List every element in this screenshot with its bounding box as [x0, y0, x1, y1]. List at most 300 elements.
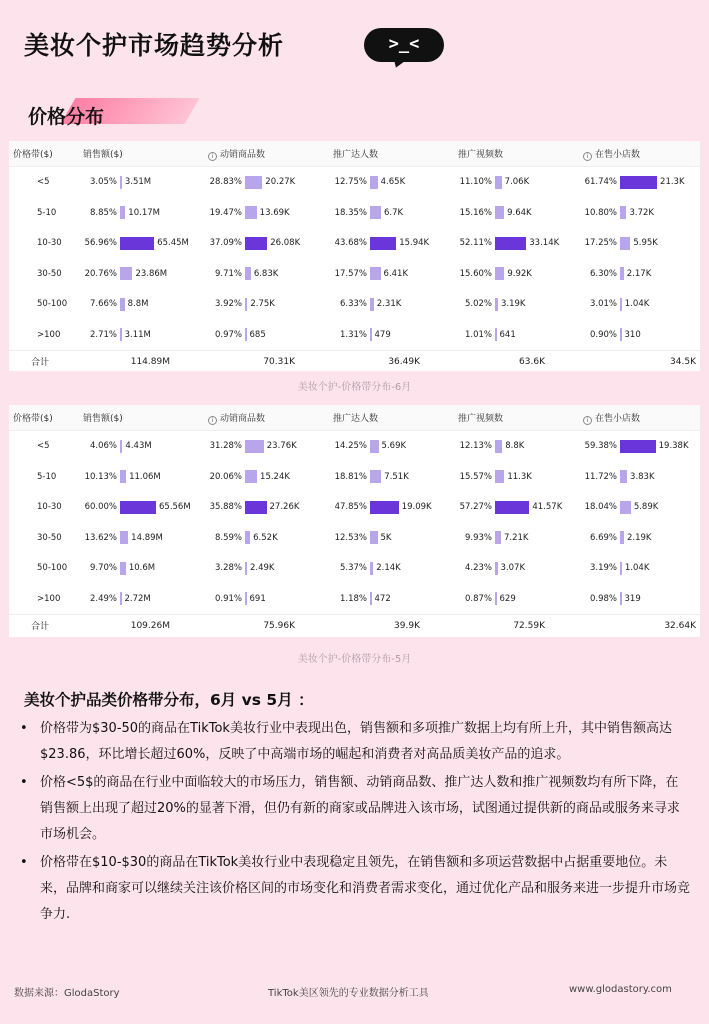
share-bar — [120, 176, 122, 189]
price-band-label: <5 — [37, 177, 50, 188]
share-bar — [620, 328, 622, 341]
share-percent: 31.28% — [209, 441, 242, 452]
share-bar — [620, 206, 626, 219]
absolute-value: 7.21K — [503, 532, 529, 543]
share-bar — [620, 501, 631, 514]
share-percent: 4.23% — [464, 563, 492, 574]
share-percent: 19.47% — [209, 207, 242, 218]
table-cell — [200, 501, 325, 514]
table-caption-june: 美妆个护-价格带分布-6月 — [297, 382, 412, 393]
total-value: 72.59K — [513, 620, 545, 631]
share-percent: 56.96% — [84, 238, 117, 249]
share-percent: 4.06% — [89, 441, 117, 452]
share-percent: 1.01% — [464, 329, 492, 340]
column-header[interactable] — [450, 147, 575, 160]
share-bar — [370, 592, 372, 605]
absolute-value: 1.04K — [624, 563, 650, 574]
share-bar — [495, 328, 497, 341]
column-header[interactable] — [75, 411, 200, 424]
table-cell — [450, 206, 575, 219]
table-caption-may: 美妆个护-价格带分布-5月 — [297, 654, 412, 665]
share-bar — [370, 298, 374, 311]
share-percent: 9.70% — [89, 563, 117, 574]
share-bar — [495, 267, 504, 280]
total-value: 75.96K — [263, 620, 295, 631]
column-header-label: 销售额($) — [83, 150, 123, 160]
share-percent: 5.02% — [464, 299, 492, 310]
table-cell — [575, 562, 700, 575]
share-bar — [245, 440, 264, 453]
share-bar — [120, 298, 125, 311]
absolute-value: 3.19K — [501, 299, 526, 310]
share-bar — [495, 298, 498, 311]
absolute-value: 23.76K — [266, 441, 297, 452]
absolute-value: 2.49K — [249, 563, 275, 574]
share-bar — [495, 470, 504, 483]
share-bar — [245, 562, 247, 575]
table-row — [9, 492, 700, 523]
price-band-label: 30-50 — [37, 532, 62, 543]
share-bar — [495, 206, 504, 219]
info-icon[interactable]: i — [208, 152, 217, 161]
footer-website[interactable]: www.glodastory.com — [569, 984, 672, 995]
absolute-value: 4.65K — [380, 177, 406, 188]
absolute-value: 19.09K — [401, 502, 432, 513]
absolute-value: 6.7K — [384, 207, 404, 218]
price-band-label: 5-10 — [37, 471, 57, 482]
table-cell — [450, 440, 575, 453]
share-bar — [245, 328, 247, 341]
table-cell — [325, 176, 450, 189]
absolute-value: 26.08K — [270, 238, 301, 249]
share-bar — [245, 237, 267, 250]
absolute-value: 65.45M — [157, 238, 189, 249]
absolute-value: 2.17K — [626, 268, 652, 279]
table-cell — [450, 531, 575, 544]
table-cell — [200, 531, 325, 544]
info-icon[interactable]: i — [583, 152, 592, 161]
share-bar — [245, 267, 251, 280]
table-cell — [75, 501, 200, 514]
absolute-value: 33.14K — [529, 238, 560, 249]
absolute-value: 21.3K — [660, 177, 685, 188]
absolute-value: 310 — [624, 329, 641, 340]
column-header[interactable] — [75, 147, 200, 160]
table-row — [9, 523, 700, 554]
share-percent: 6.30% — [589, 268, 617, 279]
table-cell — [200, 237, 325, 250]
share-percent: 20.76% — [84, 268, 117, 279]
absolute-value: 641 — [499, 329, 516, 340]
bullet-text: 价格<5$的商品在行业中面临较大的市场压力，销售额、动销商品数、推广达人数和推广视频数均有所下降，在销售额上出现了超过20%的显著下滑，但仍有新的商家或品牌进入该市场，试图通过提供新的商品或服务来寻求市场机会。 — [40, 775, 680, 842]
table-cell — [575, 206, 700, 219]
table-cell — [450, 267, 575, 280]
share-percent: 14.25% — [334, 441, 367, 452]
column-header[interactable] — [9, 147, 75, 160]
share-bar — [495, 176, 502, 189]
table-cell — [200, 470, 325, 483]
table-header — [9, 405, 700, 431]
price-band-label: >100 — [37, 593, 61, 604]
absolute-value: 472 — [374, 593, 391, 604]
absolute-value: 685 — [249, 329, 266, 340]
table-row — [9, 584, 700, 615]
table-cell — [200, 562, 325, 575]
table-row — [9, 167, 700, 198]
absolute-value: 23.86M — [135, 268, 168, 279]
share-bar — [620, 176, 657, 189]
info-icon[interactable]: i — [583, 416, 592, 425]
share-percent: 3.01% — [589, 299, 617, 310]
share-percent: 3.19% — [589, 563, 617, 574]
share-percent: 17.25% — [584, 238, 617, 249]
table-cell — [75, 328, 200, 341]
share-bar — [120, 237, 154, 250]
total-row — [9, 614, 700, 636]
total-value: 109.26M — [130, 620, 170, 631]
absolute-value: 14.89M — [131, 532, 163, 543]
share-percent: 6.69% — [589, 532, 617, 543]
share-percent: 9.71% — [214, 268, 242, 279]
speech-bubble-icon — [364, 28, 444, 62]
share-bar — [370, 328, 372, 341]
share-bar — [620, 562, 622, 575]
share-bar — [495, 562, 498, 575]
share-bar — [245, 298, 247, 311]
table-cell — [450, 176, 575, 189]
absolute-value: 11.3K — [507, 471, 532, 482]
absolute-value: 6.41K — [383, 268, 409, 279]
share-bar — [120, 328, 122, 341]
absolute-value: 10.17M — [128, 207, 160, 218]
section-heading — [24, 96, 184, 130]
absolute-value: 2.31K — [376, 299, 402, 310]
column-header-label: 推广视频数 — [458, 414, 504, 424]
share-bar — [370, 501, 399, 514]
absolute-value: 319 — [624, 593, 641, 604]
share-percent: 10.13% — [84, 471, 117, 482]
share-bar — [495, 237, 526, 250]
absolute-value: 6.83K — [253, 268, 279, 279]
table-cell — [325, 328, 450, 341]
footer-tagline: TikTok美区领先的专业数据分析工具 — [268, 988, 429, 999]
table-cell — [325, 501, 450, 514]
share-percent: 37.09% — [209, 238, 242, 249]
share-bar — [620, 470, 627, 483]
share-percent: 7.66% — [89, 299, 117, 310]
table-cell — [325, 531, 450, 544]
table-cell — [575, 298, 700, 311]
absolute-value: 6.52K — [253, 532, 278, 543]
share-percent: 15.60% — [459, 268, 492, 279]
table-cell — [325, 298, 450, 311]
share-bar — [245, 592, 247, 605]
table-cell — [450, 592, 575, 605]
absolute-value: 2.14K — [376, 563, 401, 574]
column-header[interactable] — [450, 411, 575, 424]
summary-title: 美妆个护品类价格带分布，6月 vs 5月 ： — [24, 691, 314, 709]
share-bar — [620, 267, 624, 280]
bullet-text: 价格带在$10-$30的商品在TikTok美妆行业中表现稳定且领先，在销售额和多项运营数据中占据重要地位。未来，品牌和商家可以继续关注该价格区间的市场变化和消费者需求变化，通过优化产品和服务来进一步提升市场竞争力. — [40, 855, 691, 922]
table-row — [9, 320, 700, 351]
share-percent: 59.38% — [584, 441, 617, 452]
share-percent: 0.98% — [589, 593, 617, 604]
bullet-item: • 价格带在$10-$30的商品在TikTok美妆行业中表现稳定且领先，在销售额和多项运营数据中占据重要地位。未来，品牌和商家可以继续关注该价格区间的市场变化和消费者需求变化，通过优化产品和服务来进一步提升市场竞争力. — [20, 855, 691, 922]
absolute-value: 2.72M — [124, 593, 151, 604]
page-title: 美妆个护市场趋势分析 — [24, 31, 285, 60]
absolute-value: 691 — [249, 593, 266, 604]
table-cell — [75, 531, 200, 544]
table-cell — [325, 592, 450, 605]
share-percent: 3.92% — [214, 299, 242, 310]
price-band-label: 30-50 — [37, 268, 62, 279]
absolute-value: 5K — [380, 532, 392, 543]
table-cell — [75, 298, 200, 311]
share-percent: 61.74% — [584, 177, 617, 188]
share-percent: 0.90% — [589, 329, 617, 340]
table-cell — [325, 440, 450, 453]
column-header-label: 价格带($) — [13, 414, 53, 424]
table-cell — [450, 328, 575, 341]
table-cell — [200, 267, 325, 280]
absolute-value: 5.69K — [381, 441, 407, 452]
share-percent: 1.18% — [339, 593, 367, 604]
share-percent: 1.31% — [339, 329, 367, 340]
table-cell — [575, 470, 700, 483]
absolute-value: 5.95K — [633, 238, 658, 249]
share-percent: 18.04% — [584, 502, 617, 513]
absolute-value: 7.51K — [384, 471, 409, 482]
table-cell — [450, 298, 575, 311]
column-header-label: 销售额($) — [83, 414, 123, 424]
share-bar — [620, 531, 624, 544]
share-bar — [245, 531, 250, 544]
share-percent: 6.33% — [339, 299, 367, 310]
share-bar — [370, 267, 381, 280]
share-bar — [495, 531, 501, 544]
table-cell — [575, 501, 700, 514]
column-header[interactable] — [9, 411, 75, 424]
share-percent: 11.10% — [459, 177, 492, 188]
share-bar — [620, 440, 656, 453]
table-row — [9, 289, 700, 320]
share-bar — [120, 531, 128, 544]
total-label: 合计 — [31, 358, 50, 368]
total-value: 32.64K — [664, 620, 696, 631]
absolute-value: 13.69K — [259, 207, 290, 218]
price-band-label: 10-30 — [37, 502, 62, 513]
share-percent: 11.72% — [584, 471, 617, 482]
share-percent: 3.05% — [89, 177, 117, 188]
share-percent: 15.57% — [459, 471, 492, 482]
column-header[interactable] — [200, 411, 325, 425]
total-value: 63.6K — [519, 356, 545, 367]
share-bar — [120, 440, 122, 453]
table-cell — [450, 470, 575, 483]
total-value: 36.49K — [388, 356, 420, 367]
table-cell — [200, 298, 325, 311]
column-header-label: 动销商品数 — [220, 413, 266, 424]
share-percent: 8.85% — [89, 207, 117, 218]
absolute-value: 4.43M — [125, 441, 152, 452]
absolute-value: 3.11M — [124, 329, 151, 340]
share-percent: 10.80% — [584, 207, 617, 218]
table-cell — [75, 206, 200, 219]
table-cell — [75, 440, 200, 453]
emoticon: >_< — [388, 34, 420, 54]
bullet-item: • 价格带为$30-50的商品在TikTok美妆行业中表现出色，销售额和多项推广数据上均有所上升，其中销售额高达$23.86，环比增长超过60%，反映了中高端市场的崛起和消费者对高品质美妆产品的追求。 — [20, 721, 672, 762]
table-cell — [75, 176, 200, 189]
column-header-label: 推广达人数 — [333, 414, 379, 424]
table-cell — [575, 267, 700, 280]
share-bar — [120, 592, 122, 605]
table-cell — [200, 328, 325, 341]
share-bar — [245, 501, 267, 514]
share-percent: 9.93% — [464, 532, 492, 543]
share-bar — [120, 562, 126, 575]
absolute-value: 8.8K — [505, 441, 525, 452]
share-bar — [120, 206, 125, 219]
share-bar — [620, 592, 622, 605]
table-cell — [325, 267, 450, 280]
share-bar — [245, 206, 257, 219]
absolute-value: 15.94K — [399, 238, 430, 249]
share-percent: 2.71% — [89, 329, 117, 340]
table-row — [9, 431, 700, 462]
absolute-value: 629 — [499, 593, 516, 604]
absolute-value: 10.6M — [128, 563, 156, 574]
share-percent: 15.16% — [459, 207, 492, 218]
share-bar — [370, 206, 381, 219]
share-bar — [370, 531, 378, 544]
table-cell — [325, 206, 450, 219]
price-band-label: 50-100 — [37, 563, 68, 574]
table-cell — [325, 562, 450, 575]
table-cell — [200, 440, 325, 453]
table-cell — [200, 592, 325, 605]
table-cell — [75, 470, 200, 483]
absolute-value: 19.38K — [658, 441, 689, 452]
share-percent: 12.75% — [334, 177, 367, 188]
table-cell — [325, 237, 450, 250]
share-bar — [620, 298, 622, 311]
summary-bullets — [18, 716, 690, 930]
share-bar — [370, 562, 373, 575]
table-row — [9, 553, 700, 584]
table-row — [9, 228, 700, 259]
table-cell — [325, 470, 450, 483]
column-header-label: 在售小店数 — [595, 413, 641, 424]
share-percent: 52.11% — [459, 238, 492, 249]
table-cell — [75, 562, 200, 575]
share-percent: 13.62% — [84, 532, 117, 543]
absolute-value: 65.56M — [159, 502, 191, 513]
table-row — [9, 198, 700, 229]
total-value: 39.9K — [394, 620, 420, 631]
table-cell — [575, 531, 700, 544]
absolute-value: 41.57K — [532, 502, 563, 513]
table-cell — [450, 562, 575, 575]
share-percent: 18.81% — [334, 471, 367, 482]
price-band-label: 50-100 — [37, 299, 68, 310]
absolute-value: 8.8M — [127, 299, 149, 310]
share-bar — [245, 470, 257, 483]
table-cell — [200, 176, 325, 189]
absolute-value: 15.24K — [260, 471, 290, 482]
share-percent: 5.37% — [339, 563, 367, 574]
price-band-label: <5 — [37, 441, 50, 452]
absolute-value: 3.51M — [124, 177, 152, 188]
column-header[interactable] — [200, 147, 325, 161]
table-cell — [75, 267, 200, 280]
share-bar — [620, 237, 630, 250]
table-cell — [200, 206, 325, 219]
bullet-text: 价格带为$30-50的商品在TikTok美妆行业中表现出色，销售额和多项推广数据上均有所上升，其中销售额高达$23.86，环比增长超过60%，反映了中高端市场的崛起和消费者对高品质美妆产品的追求。 — [40, 721, 672, 762]
share-bar — [495, 592, 497, 605]
share-percent: 0.87% — [464, 593, 492, 604]
column-header[interactable] — [575, 147, 700, 161]
absolute-value: 1.04K — [624, 299, 650, 310]
share-percent: 0.97% — [214, 329, 242, 340]
column-header-label: 推广视频数 — [458, 150, 504, 160]
price-band-table-june — [9, 141, 700, 371]
column-header[interactable] — [575, 411, 700, 425]
column-header[interactable] — [325, 147, 450, 160]
table-cell — [575, 176, 700, 189]
absolute-value: 27.26K — [269, 502, 300, 513]
table-cell — [75, 237, 200, 250]
absolute-value: 11.06M — [129, 471, 161, 482]
footer-source: 数据来源：GlodaStory — [14, 988, 120, 999]
absolute-value: 7.06K — [504, 177, 530, 188]
absolute-value: 5.89K — [633, 502, 659, 513]
share-percent: 0.91% — [214, 593, 242, 604]
table-cell — [575, 237, 700, 250]
absolute-value: 9.92K — [507, 268, 532, 279]
share-bar — [245, 176, 262, 189]
share-percent: 17.57% — [334, 268, 367, 279]
table-cell — [75, 592, 200, 605]
absolute-value: 479 — [374, 329, 391, 340]
share-percent: 8.59% — [214, 532, 242, 543]
share-percent: 3.28% — [214, 563, 242, 574]
absolute-value: 9.64K — [507, 207, 532, 218]
table-cell — [575, 592, 700, 605]
share-bar — [495, 501, 529, 514]
share-bar — [370, 176, 378, 189]
table-cell — [450, 501, 575, 514]
info-icon[interactable]: i — [208, 416, 217, 425]
absolute-value: 3.07K — [500, 563, 526, 574]
share-percent: 12.53% — [334, 532, 367, 543]
total-row — [9, 350, 700, 372]
share-bar — [495, 440, 502, 453]
share-percent: 57.27% — [459, 502, 492, 513]
share-percent: 47.85% — [334, 502, 367, 513]
share-bar — [120, 501, 156, 514]
share-bar — [370, 470, 381, 483]
share-percent: 43.68% — [334, 238, 367, 249]
column-header-label: 动销商品数 — [220, 149, 266, 160]
share-percent: 28.83% — [209, 177, 242, 188]
table-cell — [575, 328, 700, 341]
table-cell — [450, 237, 575, 250]
share-percent: 18.35% — [334, 207, 367, 218]
column-header[interactable] — [325, 411, 450, 424]
absolute-value: 3.72K — [629, 207, 654, 218]
price-band-label: 10-30 — [37, 238, 62, 249]
absolute-value: 2.75K — [250, 299, 275, 310]
